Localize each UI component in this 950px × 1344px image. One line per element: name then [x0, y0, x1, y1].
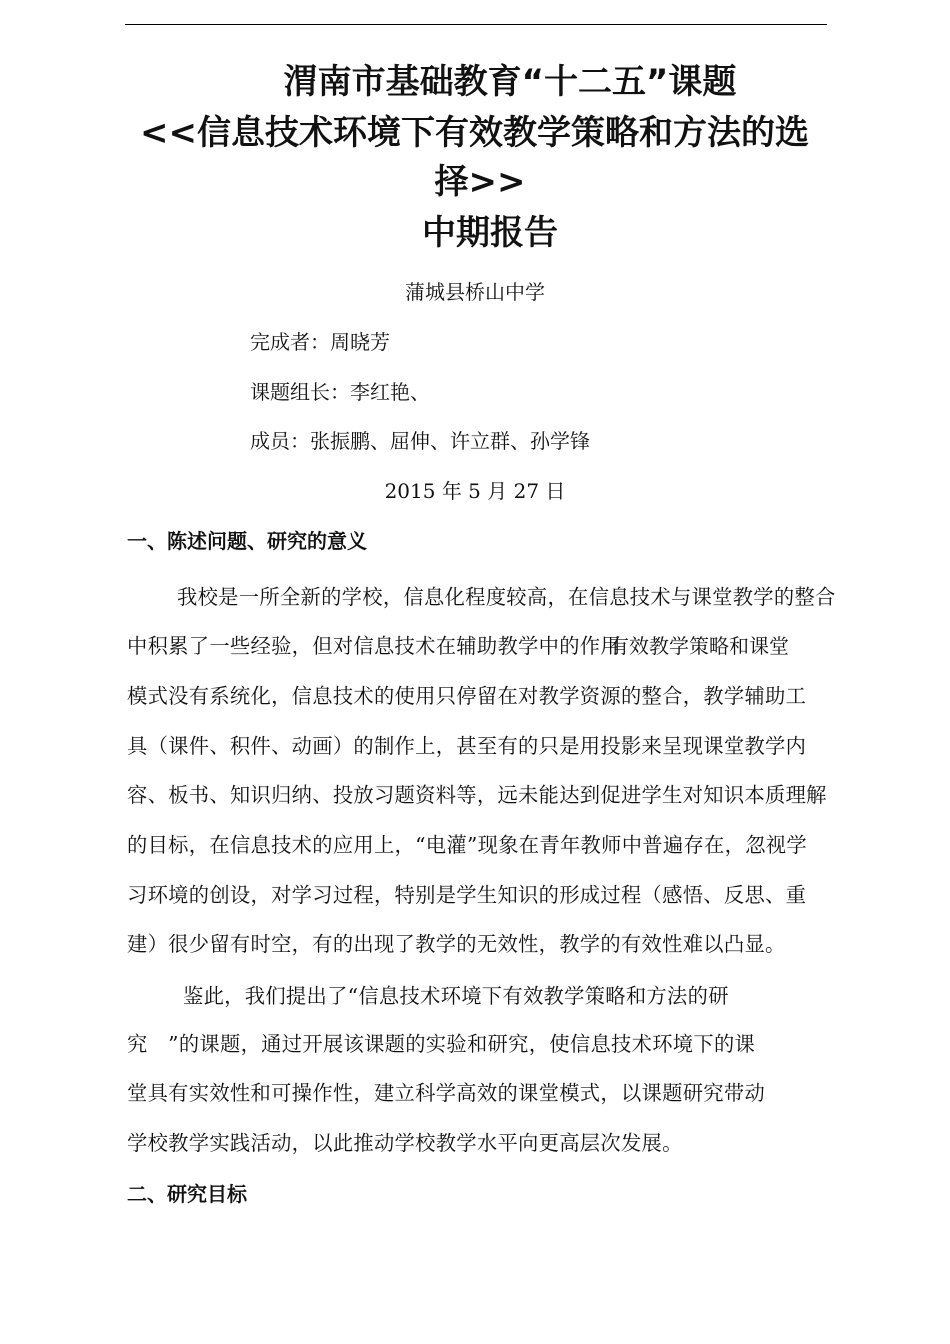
paragraph-line: 学校教学实践活动，以此推动学校教学水平向更高层次发展。	[127, 1131, 683, 1155]
members-line: 成员：张振鹏、屈伸、许立群、孙学锋	[250, 429, 590, 453]
paragraph-line: 鉴此，我们提出了“信息技术环境下有效教学策略和方法的研	[183, 984, 729, 1008]
paragraph-line: 习环境的创设，对学习过程，特别是学生知识的形成过程（感悟、反思、重	[127, 883, 807, 907]
paragraph-line: 堂具有实效性和可操作性，建立科学高效的课堂模式，以课题研究带动	[127, 1081, 766, 1105]
paragraph-line: 容、板书、知识归纳、投放习题资料等，远未能达到促进学生对知识本质理解	[127, 783, 827, 807]
author-line: 完成者：周晓芳	[250, 330, 390, 354]
title-line-1: 渭南市基础教育“十二五”课题	[283, 62, 737, 102]
paragraph-line: 建）很少留有时空，有的出现了教学的无效性，教学的有效性难以凸显。	[127, 932, 786, 956]
title-line-4: 中期报告	[422, 213, 558, 253]
paragraph-line: 究 ”的课题，通过开展该课题的实验和研究，使信息技术环境下的课	[127, 1032, 756, 1056]
title-line-2: <<信息技术环境下有效教学策略和方法的选	[140, 113, 809, 153]
paragraph-line: 具（课件、积件、动画）的制作上，甚至有的只是用投影来呈现课堂教学内	[127, 734, 807, 758]
section-2-heading: 二、研究目标	[127, 1182, 247, 1206]
header-rule	[125, 24, 827, 25]
leader-line: 课题组长：李红艳、	[250, 380, 430, 404]
report-date: 2015 年 5 月 27 日	[384, 479, 566, 503]
paragraph-line: 我校是一所全新的学校，信息化程度较高，在信息技术与课堂教学的整合	[177, 585, 836, 609]
paragraph-line: 中积累了一些经验，但对信息技术在辅助教学中的作用	[127, 634, 621, 658]
title-line-3: 择>>	[434, 162, 526, 202]
school-name: 蒲城县桥山中学	[405, 280, 545, 304]
paragraph-line: 的目标，在信息技术的应用上，“电灌”现象在青年教师中普遍存在，忽视学	[127, 833, 807, 857]
paragraph-line: 模式没有系统化，信息技术的使用只停留在对教学资源的整合，教学辅助工	[127, 684, 807, 708]
section-1-heading: 一、陈述问题、研究的意义	[127, 529, 367, 553]
overlapping-text: 有效教学策略和课堂	[609, 634, 789, 658]
